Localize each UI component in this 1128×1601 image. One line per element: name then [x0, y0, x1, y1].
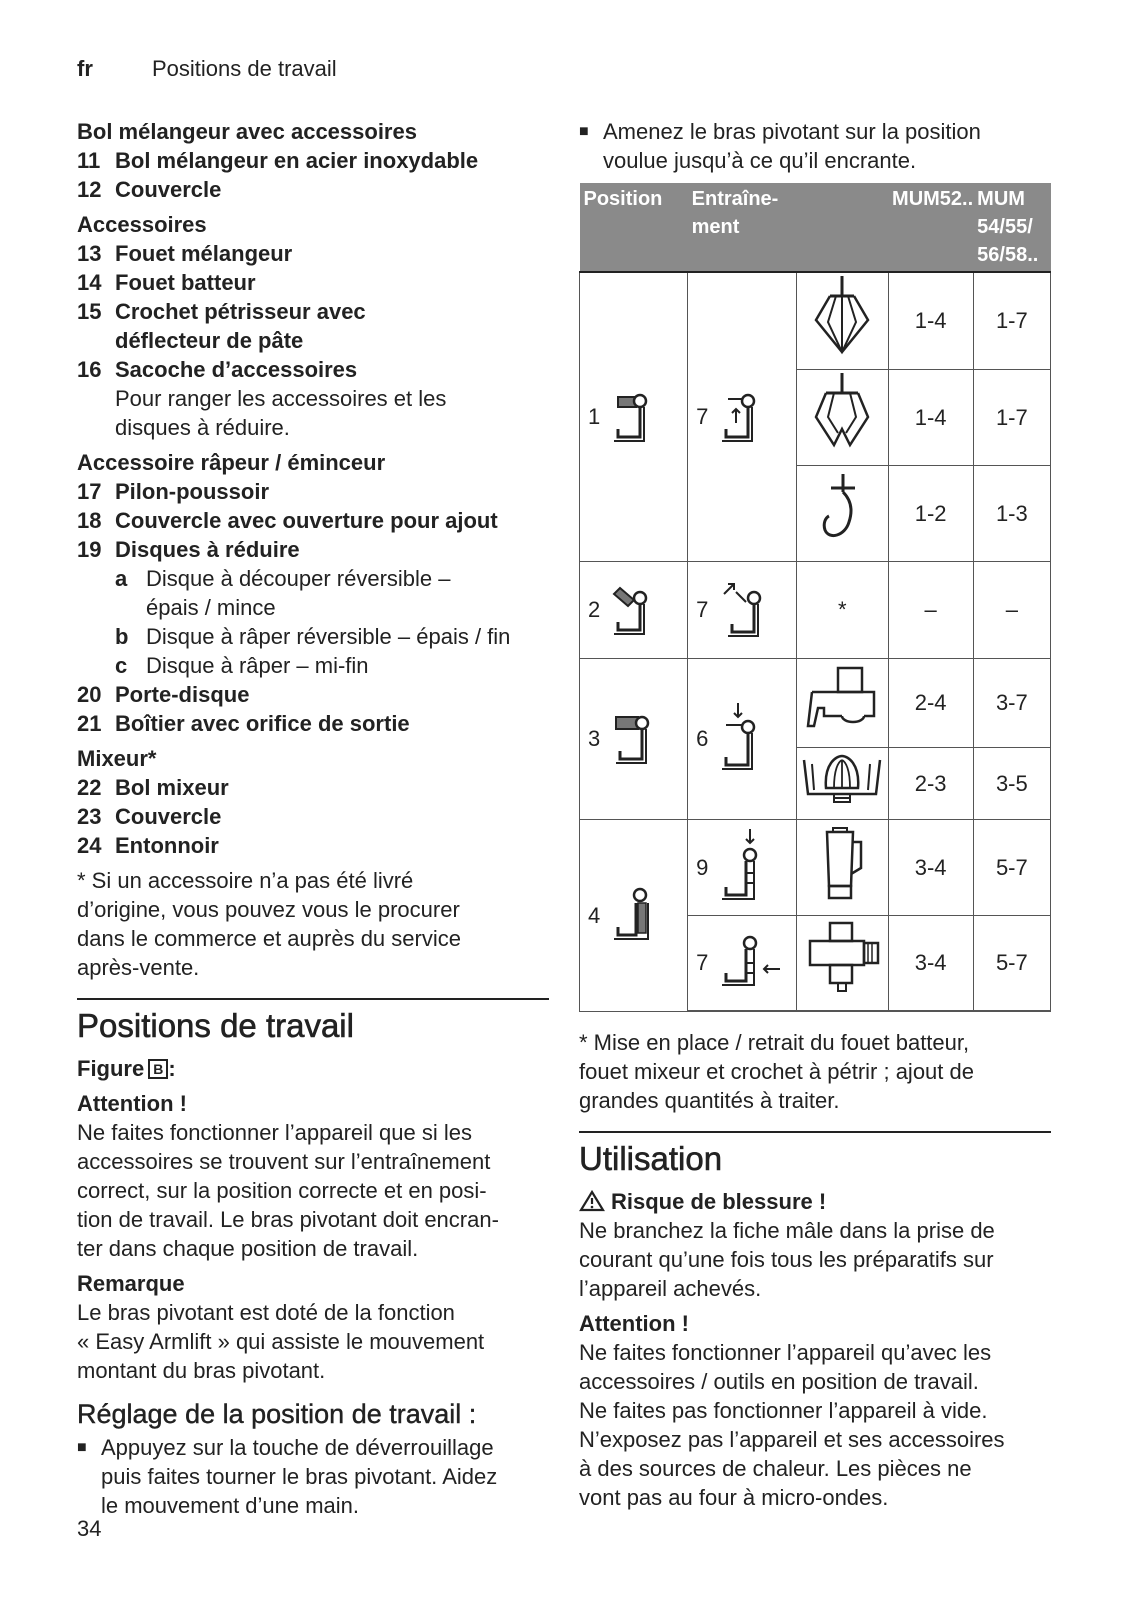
- right-column: [579, 117, 1051, 1512]
- speed-mum52: 2-4: [888, 658, 973, 747]
- left-column: [77, 117, 549, 1520]
- accessory-cell: [797, 819, 888, 915]
- parts-item-15: 15 Crochet pétrisseur avec: [77, 299, 366, 324]
- drive-cell-7: 7: [688, 561, 797, 658]
- injury-warning-text: Ne branchez la fiche mâle dans la prise de courant qu’une fois tous les préparatifs sur l’appareil achevés.: [579, 1218, 995, 1301]
- parts-item-15-cont: déflecteur de pâte: [115, 328, 304, 353]
- whisk-mixing-icon: [812, 274, 872, 360]
- speed-mum52: 1-4: [888, 369, 973, 465]
- accessories-heading: Accessoires: [77, 212, 207, 237]
- drive-cell-6: 6: [688, 658, 797, 819]
- parts-item-19: 19 Disques à réduire: [77, 537, 300, 562]
- attention-text: Ne faites fonctionner l’appareil que si les accessoires se trouvent sur l’entraînement correct, sur la position correcte et en posi- tion de travail. Le bras pivotant doit encran- ter dans chaque position de travail.: [77, 1120, 499, 1261]
- reglage-bullet: ■ Appuyez sur la touche de déverrouillage puis faites tourner le bras pivotant. Aidez le mouvement d’une main.: [77, 1435, 498, 1518]
- page-number: 34: [77, 1516, 102, 1541]
- speed-mum52: 1-2: [888, 465, 973, 561]
- speed-mum52: 2-3: [888, 747, 973, 819]
- speed-mum52: 1-4: [888, 272, 973, 369]
- citrus-press-icon: [800, 750, 884, 810]
- table-row: [580, 561, 1051, 658]
- utilisation-title: Utilisation: [579, 1140, 723, 1177]
- remarque-heading: Remarque: [77, 1271, 185, 1296]
- position-cell-2: 2: [580, 561, 688, 658]
- header-position: Position: [580, 183, 688, 272]
- disc-item-a: a Disque à découper réversible –: [115, 566, 451, 591]
- parts-item-13: 13 Fouet mélangeur: [77, 241, 293, 266]
- whisk-beating-icon: [812, 371, 872, 457]
- disc-item-a-cont: épais / mince: [146, 595, 276, 620]
- accessory-cell-star: *: [797, 561, 888, 658]
- parts-item-14: 14 Fouet batteur: [77, 270, 256, 295]
- swivel-arm-bullet: ■ Amenez le bras pivotant sur la position voulue jusqu’à ce qu’il encrante.: [579, 119, 981, 173]
- arm-down-icon: [612, 887, 656, 943]
- reglage-title: Réglage de la position de travail :: [77, 1399, 477, 1429]
- positions-title: Positions de travail: [77, 1007, 354, 1044]
- shredder-heading: Accessoire râpeur / éminceur: [77, 450, 386, 475]
- speed-mum54: 1-3: [973, 465, 1050, 561]
- running-header: [77, 54, 337, 83]
- parts-item-23: 23 Couvercle: [77, 804, 222, 829]
- disc-item-b: b Disque à râper réversible – épais / fin: [115, 624, 511, 649]
- parts-item-21: 21 Boîtier avec orifice de sortie: [77, 711, 410, 736]
- table-row: [580, 819, 1051, 915]
- parts-item-17: 17 Pilon-poussoir: [77, 479, 269, 504]
- disc-item-c: c Disque à râper – mi-fin: [115, 653, 369, 678]
- parts-item-24: 24 Entonnoir: [77, 833, 219, 858]
- attention-heading: Attention !: [77, 1091, 187, 1116]
- meat-grinder-icon: [800, 919, 884, 999]
- speed-mum54: 3-7: [973, 658, 1050, 747]
- parts-item-16: 16 Sacoche d’accessoires: [77, 357, 358, 382]
- table-footnote: * Mise en place / retrait du fouet batteur, fouet mixeur et crochet à pétrir ; ajout de grandes quantités à traiter.: [579, 1030, 974, 1113]
- speed-mum54: –: [973, 561, 1050, 658]
- table-row: [580, 272, 1051, 369]
- header-mum52: MUM52..: [888, 183, 973, 272]
- position-cell-3: 3: [580, 658, 688, 819]
- attention-heading: Attention !: [579, 1311, 689, 1336]
- position-cell-4: 4: [580, 819, 688, 1011]
- blender-icon: [817, 824, 867, 904]
- drive-9-icon: [720, 827, 764, 907]
- table-row: [580, 658, 1051, 747]
- accessory-cell: [797, 465, 888, 561]
- speed-mum52: 3-4: [888, 915, 973, 1011]
- speed-mum54: 1-7: [973, 369, 1050, 465]
- drive-7-icon: [720, 389, 764, 445]
- drive-7-tilted-icon: [720, 580, 770, 640]
- speed-mum52: –: [888, 561, 973, 658]
- drive-cell-9: 9: [688, 819, 797, 915]
- section-divider: [77, 998, 549, 1000]
- blender-heading: Mixeur*: [77, 746, 157, 771]
- speed-mum54: 1-7: [973, 272, 1050, 369]
- speed-mum54: 5-7: [973, 915, 1050, 1011]
- parts-item-11: 11 Bol mélangeur en acier inoxydable: [77, 148, 479, 173]
- bol-heading: Bol mélangeur avec accessoires: [77, 119, 417, 144]
- speed-mum52: 3-4: [888, 819, 973, 915]
- speed-mum54: 5-7: [973, 819, 1050, 915]
- drive-6-icon: [720, 701, 764, 777]
- section-divider: [579, 1131, 1051, 1133]
- dough-hook-icon: [817, 470, 867, 550]
- position-cell-1: 1: [580, 272, 688, 561]
- remarque-text: Le bras pivotant est doté de la fonction « Easy Armlift » qui assiste le mouvement montant du bras pivotant.: [77, 1300, 485, 1383]
- figure-b-badge: B: [148, 1059, 168, 1079]
- accessory-cell: [797, 747, 888, 819]
- parts-item-20: 20 Porte-disque: [77, 682, 250, 707]
- accessory-cell: [797, 272, 888, 369]
- availability-note: * Si un accessoire n’a pas été livré d’origine, vous pouvez vous le procurer dans le commerce et auprès du service après-vente.: [77, 868, 461, 980]
- drive-cell-7: 7: [688, 915, 797, 1011]
- arm-up-icon: [612, 389, 656, 445]
- drive-7-side-icon: [720, 933, 784, 993]
- drive-cell-7: 7: [688, 272, 797, 561]
- bullet-square-icon: ■: [579, 123, 589, 140]
- parts-item-12: 12 Couvercle: [77, 177, 222, 202]
- attention-text: Ne faites fonctionner l’appareil qu’avec les accessoires / outils en position de travail. Ne faites pas fonctionner l’appareil à vide. N’exposez pas l’appareil et ses accessoires à des sources de chaleur. Les pièces ne vont pas au four à micro-ondes.: [579, 1340, 1005, 1510]
- arm-tilted-icon: [612, 582, 656, 638]
- accessory-cell: [797, 915, 888, 1011]
- shredder-icon: [802, 664, 882, 734]
- parts-item-22: 22 Bol mixeur: [77, 775, 229, 800]
- arm-horizontal-icon: [612, 711, 656, 767]
- language-code: fr: [77, 56, 93, 81]
- accessory-cell: [797, 369, 888, 465]
- header-drive: Entraîne-ment: [688, 183, 888, 272]
- bullet-square-icon: ■: [77, 1439, 87, 1456]
- speed-mum54: 3-5: [973, 747, 1050, 819]
- parts-item-18: 18 Couvercle avec ouverture pour ajout: [77, 508, 498, 533]
- parts-item-16-desc-2: disques à réduire.: [115, 415, 290, 440]
- header-mum54: MUM 54/55/ 56/58..: [973, 183, 1050, 272]
- figure-reference: Figure B :: [77, 1056, 176, 1081]
- accessory-cell: [797, 658, 888, 747]
- warning-triangle-icon: [579, 1190, 605, 1212]
- positions-table: [579, 183, 1051, 1012]
- section-name: Positions de travail: [152, 56, 337, 81]
- parts-item-16-desc: Pour ranger les accessoires et les: [115, 386, 447, 411]
- table-header-row: [580, 183, 1051, 272]
- injury-warning-heading: Risque de blessure !: [579, 1187, 1051, 1216]
